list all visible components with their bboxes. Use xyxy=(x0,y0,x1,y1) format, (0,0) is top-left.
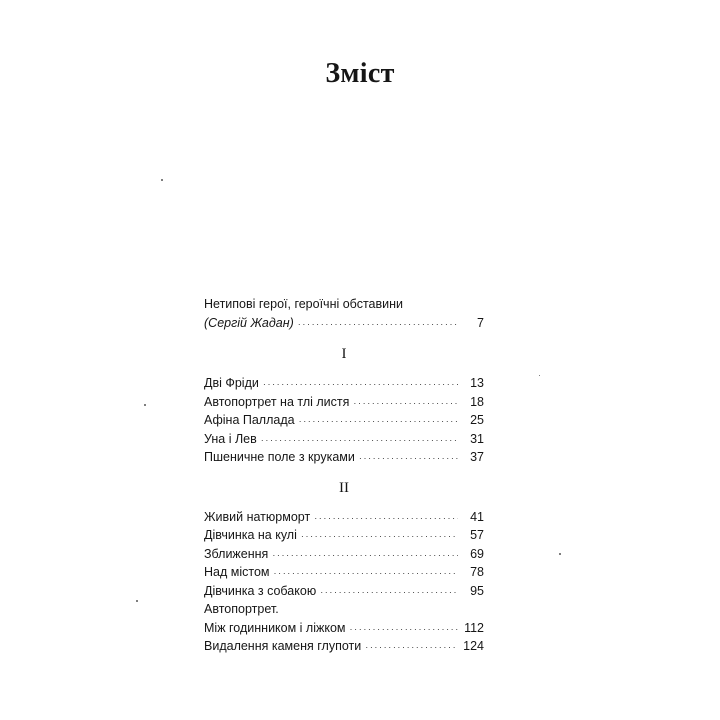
page-number: 95 xyxy=(470,583,484,598)
entry-title: Автопортрет на тлі листя xyxy=(204,394,350,409)
section-heading-2: II xyxy=(339,479,349,496)
dot-leader xyxy=(359,449,458,468)
scan-speck xyxy=(161,179,163,181)
entry-title: Уна і Лев xyxy=(204,431,257,446)
entry-title: Пшеничне поле з круками xyxy=(204,450,355,464)
entry-title: Між годинником і ліжком xyxy=(204,620,346,635)
page-number: 112 xyxy=(464,620,484,635)
dot-leader xyxy=(353,394,458,413)
dot-leader xyxy=(261,431,458,450)
page-number: 57 xyxy=(470,528,484,542)
entry-title: Дівчинка на кулі xyxy=(204,528,297,542)
dot-leader xyxy=(299,412,458,431)
toc-entry xyxy=(204,430,484,449)
page-title: Зміст xyxy=(325,58,395,89)
page-number: 7 xyxy=(477,315,484,330)
toc-entry xyxy=(204,374,484,393)
dot-leader xyxy=(272,546,458,565)
page-number: 37 xyxy=(470,450,484,464)
dot-leader xyxy=(301,527,458,546)
toc-entry xyxy=(204,411,484,430)
dot-leader xyxy=(263,375,458,394)
table-of-contents xyxy=(204,295,484,656)
toc-entry xyxy=(204,448,484,467)
dot-leader xyxy=(314,509,458,528)
page-number: 25 xyxy=(470,413,484,427)
scan-speck xyxy=(559,553,561,555)
toc-entry xyxy=(204,637,484,656)
toc-intro-line1: Нетипові герої, героїчні обставини xyxy=(204,297,403,311)
page-number: 69 xyxy=(470,546,484,561)
entry-title: Дівчинка з собакою xyxy=(204,583,317,598)
scan-speck xyxy=(136,600,138,602)
toc-intro-author: (Сергій Жадан) xyxy=(204,315,294,330)
page-number: 31 xyxy=(470,431,484,446)
toc-entry-title-line1: Автопортрет. xyxy=(204,602,279,616)
page-number: 124 xyxy=(463,639,484,653)
scan-speck xyxy=(144,404,146,406)
toc-entry xyxy=(204,619,484,638)
scan-speck xyxy=(539,375,540,376)
dot-leader xyxy=(274,564,459,583)
toc-entry xyxy=(204,563,484,582)
dot-leader xyxy=(350,620,458,639)
toc-intro-entry xyxy=(204,314,484,333)
page-number: 18 xyxy=(470,394,484,409)
toc-entry xyxy=(204,393,484,412)
page-number: 41 xyxy=(470,509,484,524)
toc-entry xyxy=(204,508,484,527)
entry-title: Дві Фріди xyxy=(204,376,259,390)
entry-title: Зближення xyxy=(204,546,269,561)
entry-title: Афіна Паллада xyxy=(204,413,295,427)
toc-entry xyxy=(204,545,484,564)
section-heading-1: I xyxy=(341,346,347,362)
toc-entry xyxy=(204,582,484,601)
dot-leader xyxy=(365,638,458,657)
dot-leader xyxy=(320,583,458,602)
toc-entry xyxy=(204,526,484,545)
page-number: 78 xyxy=(470,565,484,579)
page-number: 13 xyxy=(470,376,484,390)
entry-title: Видалення каменя глупоти xyxy=(204,639,362,653)
entry-title: Над містом xyxy=(204,565,270,579)
dot-leader xyxy=(298,315,458,334)
entry-title: Живий натюрморт xyxy=(204,509,311,524)
